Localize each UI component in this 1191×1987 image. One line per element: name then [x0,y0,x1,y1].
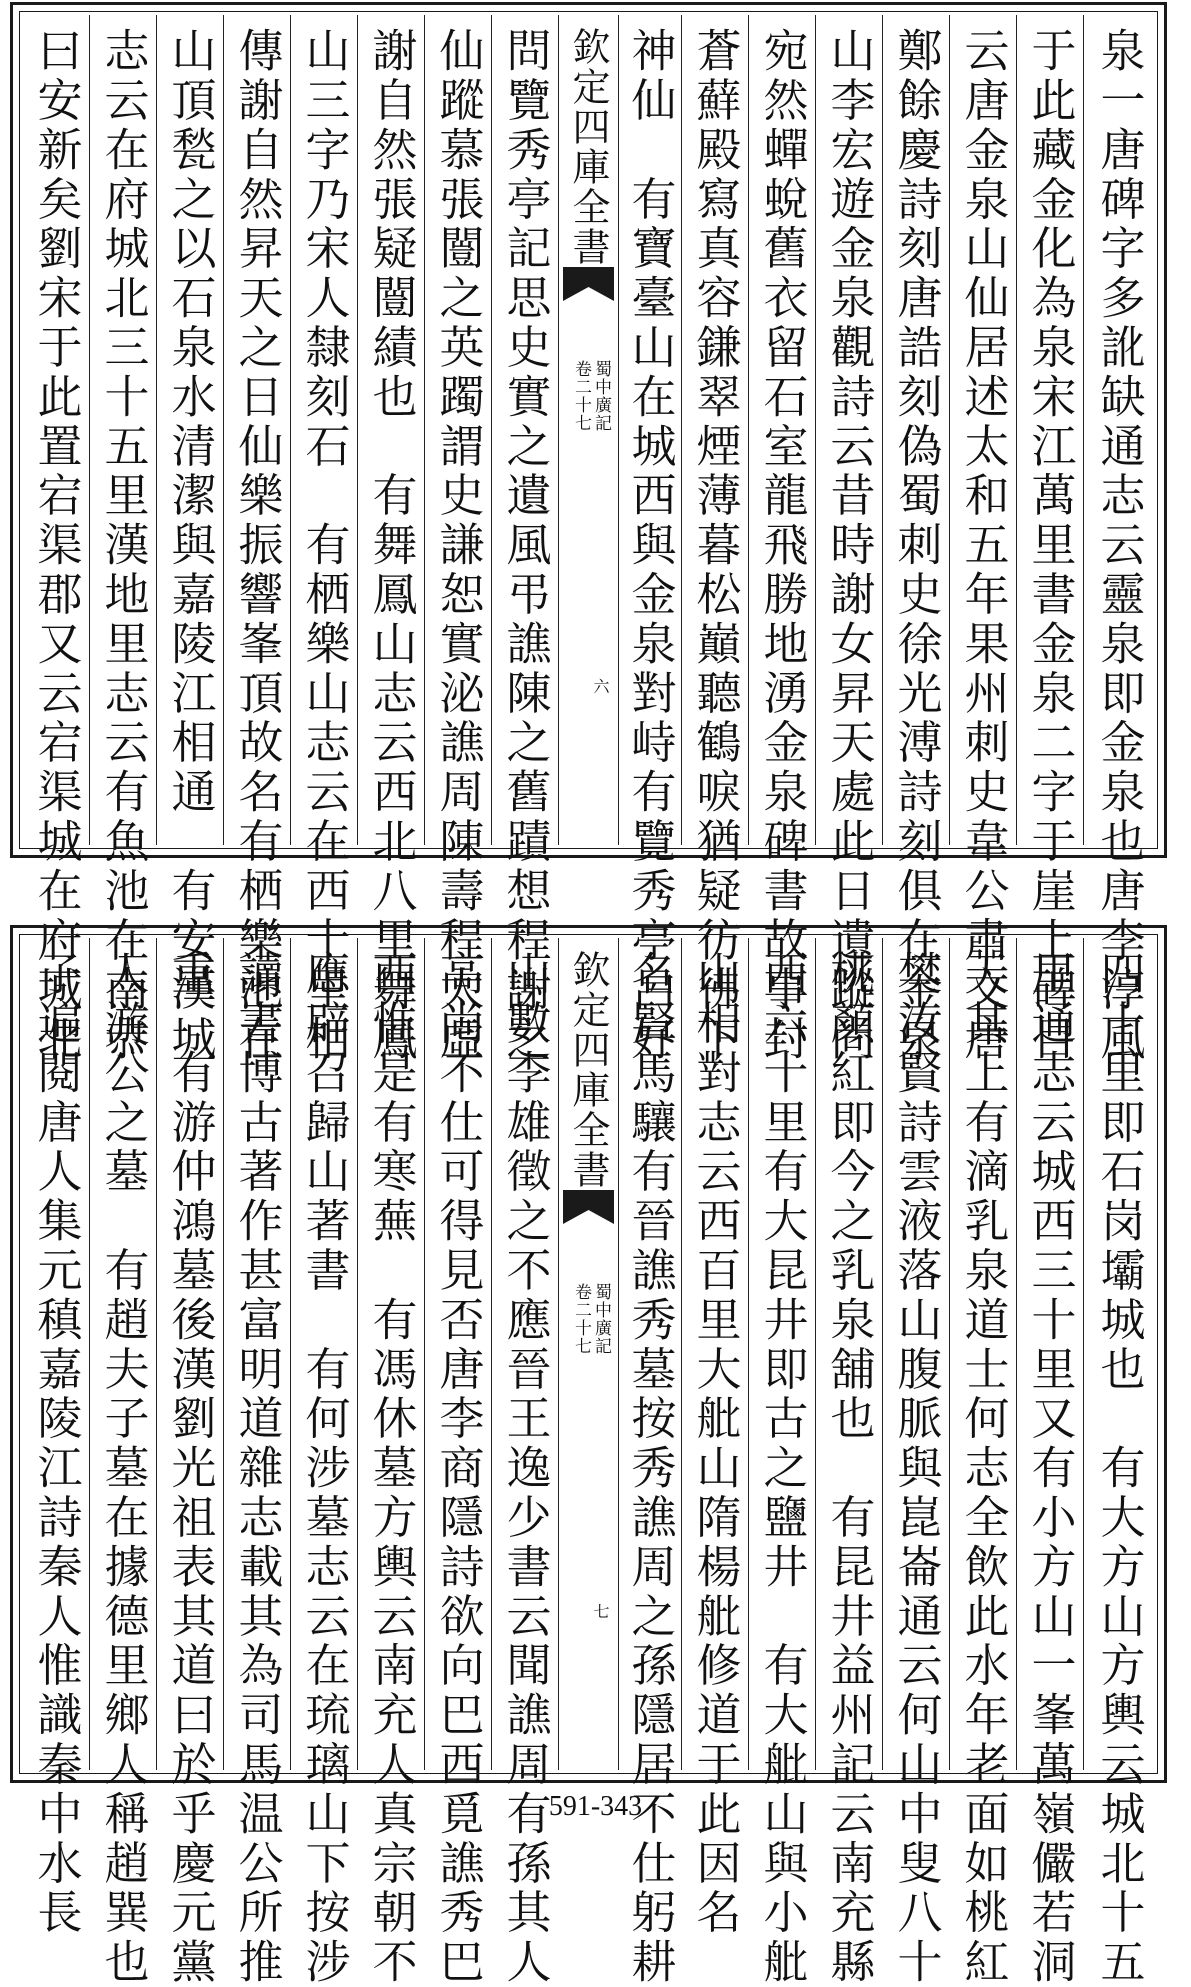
text-column [815,15,882,1065]
volume-label: 卷二十七 [571,360,591,432]
column-text: 傳謝自然昇天之日仙樂振響峯頂故名有栖樂池在 [230,27,284,1065]
column-text: 蒼蘚殿寫真容鎌翠煙薄暮松巔聽鶴唳猶疑彷彿下 [688,27,742,1065]
text-column [156,938,223,1987]
book-title: 蜀中廣記 [591,360,611,432]
column-text: 宛然蟬蛻舊衣留石室龍飛勝地湧金泉碑書故事封 [755,27,809,1065]
text-column [1016,938,1083,1987]
page-number: 591-343 [548,1791,643,1822]
column-text: 神仙 有寶臺山在城西與金泉對峙有覽秀亭呂好 [623,27,677,1065]
text-column [357,15,424,1065]
text-column [949,938,1016,1987]
text-column [1083,15,1154,1065]
text-column [424,938,491,1987]
fishtail-ornament [563,265,614,303]
column-text: 子遍閱唐人集元稹嘉陵江詩秦人惟識秦中水長 [29,950,83,1938]
text-column [89,15,156,1065]
text-column [1083,938,1154,1987]
collection-title: 欽定四庫全書 [566,950,610,1190]
column-text: 仙蹤慕張闓之英躅謂史謙恕實泌譙周陳壽程太虛 [431,27,485,1065]
text-column [491,938,558,1987]
center-fold-column [558,15,618,845]
text-column [23,938,89,1938]
text-column [290,15,357,1065]
text-column [618,15,681,1065]
fishtail-ornament [563,1188,614,1226]
text-column [156,15,223,1065]
volume-label: 卷二十七 [571,1283,591,1355]
column-text: 泉一唐碑字多訛缺通志云靈泉即金泉也唐李淳風 [1092,27,1146,1065]
column-text: 天其上有滴乳泉道士何志全飲此水年老面如桃紅 [956,950,1010,1987]
text-column [748,938,815,1987]
column-text: 人游公之墓 有趙夫子墓在據德里鄉人稱趙巽也 [96,950,150,1987]
column-text: 問覽秀亭記思史實之遺風弔譙陳之舊蹟想程謝之 [498,27,552,1065]
column-text: 樊汝賢詩雲液落山腹脈與崑崙通云何山中叟八十 [889,950,943,1987]
column-text: 名賢馬驤有晉譙秀墓按秀譙周之孫隱居不仕躬耕 [623,950,677,1987]
text-column [89,938,156,1987]
text-column [882,938,949,1987]
column-text: 里通志云城西三十里又有小方山一峯萬嶺儼若洞 [1023,950,1077,1987]
text-column [23,15,89,1065]
column-text: 山李宏遊金泉觀詩云昔時謝女昇天處此日遺蹤尚 [822,27,876,1065]
text-column [1016,15,1083,1065]
column-text: 曰安新矣劉宋于此置宕渠郡又云宕渠城在府城北 [29,27,83,1065]
column-text: 重 有游仲鴻墓後漢劉光祖表其道曰於乎慶元黨 [163,950,217,1987]
text-column [223,15,290,1065]
text-column [290,938,357,1987]
text-column [491,15,558,1065]
leaf-number: 七 [591,1603,610,1620]
column-text: 于此藏金化為泉宋江萬里書金泉二字于崖上碑目 [1023,27,1077,1065]
top-page-frame [10,2,1167,1065]
column-text: 山三字乃宋人隸刻石 有栖樂山志云在西十里相 [297,27,351,1065]
text-column [949,15,1016,1065]
column-text: 山頂甃之以石泉水清潔與嘉陵江相通 有安漢城 [163,27,217,1065]
column-text: 謝自然張疑闓績也 有舞鳳山志云西北八里舞鳳 [364,27,418,1065]
text-column [815,938,882,1987]
collection-title: 欽定四庫全書 [566,27,610,267]
leaf-number: 六 [591,678,610,695]
column-text: 山相對志云西百里大舭山隋楊舭修道于此因名 [688,950,742,1938]
column-text: 應辟召歸山著書 有何涉墓志云在琉璃山下按涉 [297,950,351,1987]
column-text: 桃顏紅即今之乳泉舖也 有昆井益州記云南充縣 [822,950,876,1987]
text-column [681,938,748,1938]
text-column [681,15,748,1065]
column-text: 志云在府城北三十五里漢地里志云有魚池在南恭 [96,27,150,1065]
center-fold-column [558,938,618,1770]
column-text: 西惟是有寒蕪 有馮休墓方輿云南充人真宗朝不 [364,950,418,1987]
text-column [424,15,491,1065]
text-column [748,15,815,1065]
column-text: 西六十里有大昆井即古之鹽井 有大舭山與小舭 [755,950,809,1987]
column-text: 鄭餘慶詩刻唐誥刻偽蜀刺史徐光溥詩刻俱在金泉 [889,27,943,1065]
column-text: 山數李雄徵之不應晉王逸少書云聞譙周有孫其人 [498,950,552,1987]
column-text: 讀書博古著作甚富明道雜志載其為司馬温公所推 [230,950,284,1987]
text-column [618,938,681,1987]
column-text: 四十里即石岗壩城也 有大方山方輿云城北十五 [1092,950,1146,1987]
text-column [223,938,290,1987]
column-text: 云唐金泉山仙居述太和五年果州刺史韋公肅文唐 [956,27,1010,1065]
text-column [357,938,424,1987]
text-column [882,15,949,1065]
book-title: 蜀中廣記 [591,1283,611,1355]
column-text: 高尚不仕可得見否唐李商隱詩欲向巴西覓譙秀巴 [431,950,485,1987]
